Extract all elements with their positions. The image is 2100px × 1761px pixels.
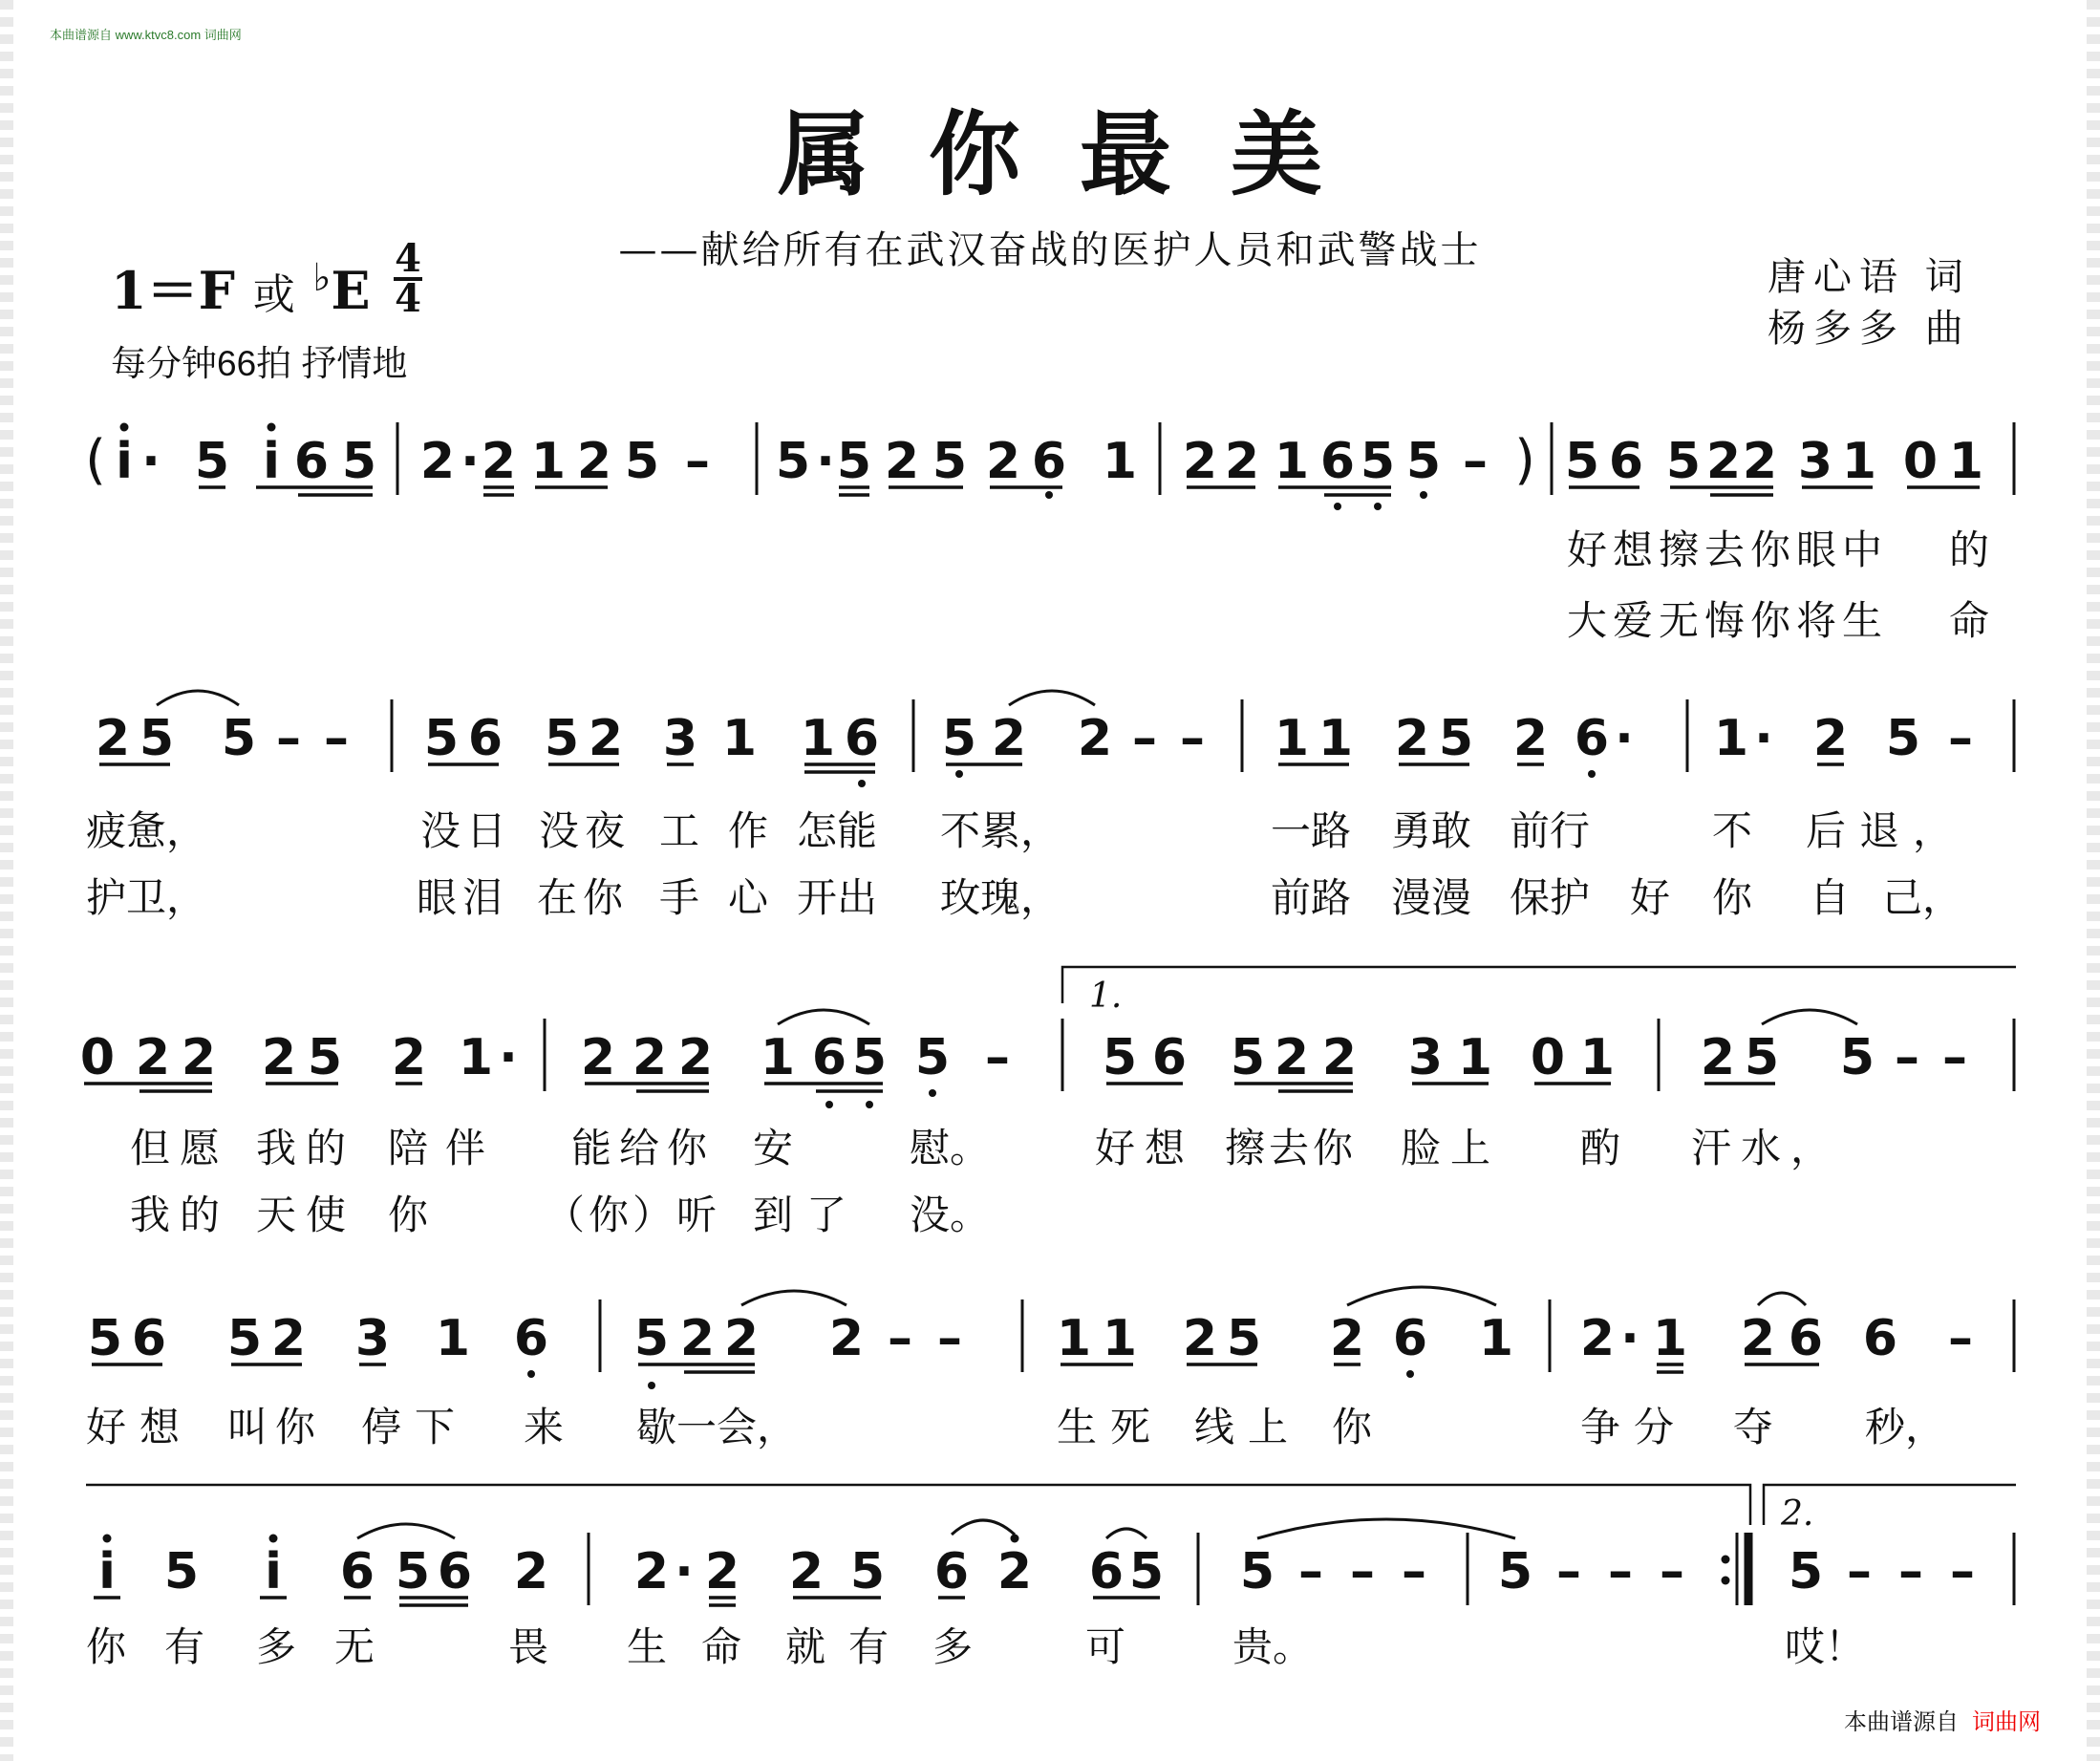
lyric-r2-v1-10: 后退， (1806, 807, 1967, 854)
jianpu-note: 2 (1512, 710, 1549, 767)
lyric-r4-4: 歇一会， (636, 1404, 798, 1450)
lyric-r3-v2-2: 你 (388, 1192, 429, 1238)
lyric-r2-v2-3: 手心 (659, 874, 798, 921)
key-alt-word: 或 (252, 270, 295, 319)
jianpu-note: · (499, 1029, 518, 1086)
jianpu-note: – (276, 710, 301, 767)
lyric-r4-2: 停下 (361, 1404, 469, 1450)
jianpu-note: 2 (1182, 433, 1218, 490)
volta-2-number: 2. (1781, 1494, 1814, 1534)
jianpu-note: 5 (194, 433, 230, 490)
jianpu-note: 6 (1151, 1029, 1188, 1086)
jianpu-note: – (1463, 433, 1488, 490)
jianpu-note: 2 (135, 1029, 171, 1086)
lyric-r4-5: 生死 (1057, 1404, 1165, 1450)
jianpu-note: · (141, 433, 161, 490)
system-3-slurs (778, 1010, 1857, 1024)
jianpu-note: 5 (544, 710, 580, 767)
jianpu-note: 5 (307, 1029, 343, 1086)
jianpu-note: 2 (513, 1543, 549, 1600)
jianpu-note: – (1298, 1543, 1323, 1600)
jianpu-note: 2 (419, 433, 456, 490)
jianpu-note: 0 (1902, 433, 1939, 490)
jianpu-note: – (1660, 1543, 1684, 1600)
jianpu-note: 6 (339, 1543, 375, 1600)
system-4-lyrics (86, 1404, 1945, 1450)
jianpu-note: – (1608, 1543, 1633, 1600)
lyric-r2-v2-12: 己， (1882, 874, 1963, 921)
lyric-r3-v1-10: 汗水， (1691, 1125, 1841, 1171)
lyric-r2-v1-4: 怎能 (797, 807, 878, 854)
jianpu-note: 2 (633, 1543, 670, 1600)
jianpu-note: 2 (632, 1029, 668, 1086)
jianpu-note: 1 (1579, 1029, 1616, 1086)
lyric-r2-v2-11: 自 (1810, 874, 1851, 921)
lyric-r5-5: 多 (932, 1623, 974, 1670)
jianpu-note: i (263, 433, 280, 490)
lyric-r2-v2-1: 眼泪 (417, 874, 509, 921)
top-watermark: 本曲谱源自 www.ktvc8.com 词曲网 (50, 28, 242, 42)
jianpu-note: i (265, 1543, 282, 1600)
jianpu-note: – (1895, 1029, 1919, 1086)
jianpu-note: 2 (1329, 1310, 1365, 1367)
jianpu-note: i (98, 1543, 116, 1600)
jianpu-note: 2 (181, 1029, 217, 1086)
lyric-r2-v1-2: 没夜 (539, 807, 632, 854)
jianpu-note: 3 (662, 710, 698, 767)
jianpu-note: 3 (354, 1310, 391, 1367)
lyric-r3-v1-3: 能给你 (571, 1125, 716, 1171)
jianpu-note: 2 (588, 710, 624, 767)
jianpu-note: 5 (1438, 710, 1474, 767)
jianpu-note: – (1402, 1543, 1426, 1600)
jianpu-note: 5 (624, 433, 660, 490)
lyric-r2-v1-7: 勇敢 (1391, 807, 1472, 854)
system-5-octave-dots (103, 1535, 1019, 1543)
key-alt: E (331, 260, 371, 321)
lyric-r5-6: 可 (1085, 1623, 1126, 1670)
jianpu-note: 5 (1239, 1543, 1275, 1600)
system-1 (85, 422, 2014, 644)
jianpu-note: 5 (633, 1310, 670, 1367)
tempo-marking: 每分钟66拍 抒情地 (111, 344, 408, 383)
system-3 (80, 967, 2016, 1238)
jianpu-note: 5 (849, 1543, 886, 1600)
key-main: 1＝F (111, 260, 235, 321)
jianpu-note: – (1350, 1543, 1375, 1600)
jianpu-note: 5 (941, 710, 977, 767)
jianpu-note: · (461, 433, 480, 490)
lyric-r4-8: 争分 (1580, 1404, 1688, 1450)
jianpu-note: 0 (1530, 1029, 1566, 1086)
jianpu-note: 2 (991, 710, 1027, 767)
jianpu-note: 2 (1705, 433, 1742, 490)
lyric-r2-v2-6: 前路 (1271, 874, 1352, 921)
lyric-r2-v1-8: 前行 (1510, 807, 1591, 854)
jianpu-note: – (685, 433, 710, 490)
lyric-r2-v1-9: 不 (1712, 807, 1753, 854)
volta-1-continuation (86, 1485, 1750, 1525)
jianpu-note: 5 (1128, 1543, 1165, 1600)
lyric-r2-v2-2: 在你 (537, 874, 630, 921)
jianpu-note: 5 (1885, 710, 1921, 767)
lyric-r2-v2-10: 你 (1712, 874, 1753, 921)
jianpu-note: 5 (1665, 433, 1702, 490)
lyric-r4-3: 来 (524, 1404, 565, 1450)
jianpu-note: – (1132, 710, 1157, 767)
jianpu-note: 1 (1948, 433, 1984, 490)
jianpu-note: 2 (1394, 710, 1430, 767)
volta-2-bracket (1764, 1485, 2016, 1534)
lyric-r5-8: 哎！ (1785, 1623, 1866, 1670)
jianpu-note: 2 (576, 433, 612, 490)
time-sig-top: 4 (395, 236, 421, 281)
jianpu-note: 5 (1360, 433, 1396, 490)
jianpu-note: 1 (1457, 1029, 1493, 1086)
jianpu-note: 1 (1318, 710, 1354, 767)
jianpu-note: 2 (261, 1029, 297, 1086)
lyric-r5-3: 生命 (627, 1623, 777, 1670)
jianpu-note: 5 (1744, 1029, 1780, 1086)
lyric-r3-v1-8: 脸上 (1401, 1125, 1501, 1171)
jianpu-note: 5 (1226, 1310, 1262, 1367)
jianpu-note: 2 (1579, 1310, 1616, 1367)
lyric-r3-v1-2: 陪伴 (388, 1125, 504, 1171)
lyric-r5-4: 就有 (785, 1623, 912, 1670)
jianpu-note: 5 (1839, 1029, 1875, 1086)
jianpu-note: 5 (163, 1543, 200, 1600)
jianpu-note: 3 (1797, 433, 1833, 490)
jianpu-note: 2 (481, 433, 517, 490)
jianpu-note: · (675, 1543, 694, 1600)
lyric-r4-1: 叫你 (227, 1404, 324, 1450)
lyric-r3-v1-6: 好想 (1095, 1125, 1195, 1171)
bottom-credit (1844, 1703, 2041, 1736)
lyric-r5-1: 多无 (256, 1623, 414, 1670)
system-1-notes (116, 433, 1983, 490)
jianpu-note: 2 (985, 433, 1021, 490)
system-2 (86, 691, 2014, 921)
system-5-lyrics (86, 1623, 1865, 1670)
bottom-credit-site[interactable]: 词曲网 (1972, 1709, 2041, 1735)
intro-open-paren: ( (85, 429, 106, 491)
lyric-r3-v2-0: 我的 (130, 1192, 230, 1238)
jianpu-note: 5 (1405, 433, 1442, 490)
lyric-r3-v2-4: 到了 (753, 1192, 861, 1238)
jianpu-note: · (1754, 710, 1773, 767)
jianpu-note: 5 (423, 710, 460, 767)
jianpu-note: 1 (1102, 1310, 1138, 1367)
jianpu-note: 5 (139, 710, 175, 767)
jianpu-note: 5 (932, 433, 968, 490)
jianpu-note: 1 (1274, 710, 1310, 767)
system-2-octave-dots (858, 770, 1596, 787)
flat-sign: ♭ (312, 255, 332, 300)
lyric-r2-v1-1: 没日 (420, 807, 513, 854)
jianpu-note: 2 (1224, 433, 1260, 490)
jianpu-note: 1 (721, 710, 758, 767)
system-5 (86, 1485, 2016, 1670)
lyric-r4-7: 你 (1332, 1404, 1373, 1450)
jianpu-note: 1 (800, 710, 836, 767)
jianpu-note: 1 (1102, 433, 1138, 490)
jianpu-note: 6 (1574, 710, 1610, 767)
jianpu-note: – (1948, 1310, 1973, 1367)
jianpu-note: 6 (1862, 1310, 1898, 1367)
lyric-r3-v2-1: 天使 (256, 1192, 356, 1238)
lyric-r1-v2: 大爱无悔你将生 (1567, 597, 1889, 644)
jianpu-note: 2 (1740, 1310, 1776, 1367)
lyric-r2-v1-0: 疲惫， (86, 807, 207, 854)
lyric-r2-v1-6: 一路 (1271, 807, 1352, 854)
jianpu-note: 5 (775, 433, 811, 490)
system-5-slurs (357, 1519, 1515, 1538)
jianpu-note: – (1898, 1543, 1923, 1600)
jianpu-note: 2 (1077, 710, 1113, 767)
system-2-lyrics-v1 (86, 807, 1966, 854)
lyric-r5-7: 贵。 (1232, 1623, 1314, 1670)
jianpu-note: · (1620, 1310, 1639, 1367)
jianpu-note: 6 (467, 710, 504, 767)
jianpu-note: 5 (341, 433, 377, 490)
lyric-r3-v1-1: 我的 (256, 1125, 356, 1171)
lyric-r3-v1-0: 但愿 (130, 1125, 230, 1171)
intro-close-paren: ) (1514, 429, 1535, 491)
lyric-r3-v1-5: 慰。 (910, 1125, 991, 1171)
lyric-r2-v2-0: 护卫， (86, 874, 207, 921)
jianpu-note: 1 (1652, 1310, 1688, 1367)
lyric-r5-2: 畏 (508, 1623, 549, 1670)
jianpu-note: – (937, 1310, 962, 1367)
jianpu-note: 6 (513, 1310, 549, 1367)
jianpu-note: 5 (836, 433, 872, 490)
jianpu-note: 1 (530, 433, 567, 490)
time-sig-bottom: 4 (395, 276, 421, 321)
system-3-lyrics-v2 (130, 1192, 990, 1238)
jianpu-note: – (324, 710, 349, 767)
jianpu-note: 6 (1319, 433, 1356, 490)
lyric-r1-v1: 好想擦去你眼中 (1567, 526, 1889, 573)
jianpu-note: 1 (1478, 1310, 1514, 1367)
jianpu-note: 6 (437, 1543, 473, 1600)
jianpu-note: 2 (704, 1543, 740, 1600)
jianpu-note: 1 (1056, 1310, 1092, 1367)
jianpu-note: 5 (1230, 1029, 1266, 1086)
jianpu-note: – (888, 1310, 912, 1367)
jianpu-note: 6 (844, 710, 880, 767)
jianpu-note: 1 (760, 1029, 796, 1086)
lyric-r2-v2-4: 开出 (797, 874, 878, 921)
jianpu-note: 5 (395, 1543, 431, 1600)
jianpu-note: 1 (458, 1029, 494, 1086)
volta-1-number: 1. (1089, 977, 1123, 1016)
jianpu-note: 6 (811, 1029, 847, 1086)
jianpu-note: – (1950, 1543, 1975, 1600)
jianpu-note: 5 (226, 1310, 263, 1367)
page-title: 属你最美 (778, 100, 1382, 208)
jianpu-note: 5 (221, 710, 257, 767)
jianpu-note: 5 (1564, 433, 1600, 490)
jianpu-note: 1 (1713, 710, 1749, 767)
jianpu-note: 2 (580, 1029, 616, 1086)
system-2-lyrics-v2 (86, 874, 1962, 921)
jianpu-note: – (1556, 1543, 1581, 1600)
jianpu-note: 2 (1812, 710, 1849, 767)
system-4-notes (88, 1310, 1973, 1367)
jianpu-note: 5 (851, 1029, 888, 1086)
jianpu-note: 6 (1788, 1310, 1824, 1367)
jianpu-note: – (1180, 710, 1205, 767)
jianpu-note: 2 (723, 1310, 760, 1367)
lyric-r3-v2-5: 没。 (910, 1192, 991, 1238)
jianpu-note: 6 (933, 1543, 970, 1600)
jianpu-note: 0 (79, 1029, 116, 1086)
jianpu-note: 2 (788, 1543, 825, 1600)
jianpu-note: 2 (1274, 1029, 1310, 1086)
jianpu-note: 5 (1497, 1543, 1533, 1600)
jianpu-note: 6 (1392, 1310, 1428, 1367)
jianpu-note: – (1948, 710, 1973, 767)
lyric-r2-v1-3: 工作 (659, 807, 798, 854)
system-4-octave-dots (527, 1370, 1414, 1389)
lyric-r2-v2-7: 漫漫 (1391, 874, 1472, 921)
system-3-notes (80, 1029, 1967, 1086)
lyric-r1-v1-end: 的 (1949, 526, 1990, 573)
lyric-r2-v1-5: 不累， (940, 807, 1061, 854)
lyric-r4-9: 夺 (1733, 1404, 1774, 1450)
jianpu-note: – (1847, 1543, 1872, 1600)
jianpu-note: 2 (677, 1029, 714, 1086)
jianpu-note: 5 (914, 1029, 951, 1086)
system-4-slurs (741, 1287, 1806, 1305)
jianpu-note: 2 (1321, 1029, 1358, 1086)
jianpu-note: 2 (1182, 1310, 1218, 1367)
jianpu-note: 2 (95, 710, 131, 767)
jianpu-note: 2 (1700, 1029, 1736, 1086)
jianpu-note: 5 (1788, 1543, 1824, 1600)
jianpu-note: 5 (1102, 1029, 1138, 1086)
lyric-r1-v2-end: 命 (1949, 597, 1990, 644)
system-2-slurs (157, 691, 1095, 705)
lyric-r3-v2-3: （你）听 (545, 1192, 721, 1238)
lyric-r4-0: 好想 (86, 1404, 194, 1450)
bottom-credit-source: 本曲谱源自 (1844, 1709, 1959, 1735)
jianpu-note: 3 (1407, 1029, 1444, 1086)
system-1-lyrics (1567, 526, 1989, 644)
lyric-r3-v1-4: 安 (753, 1125, 794, 1171)
jianpu-note: – (1942, 1029, 1967, 1086)
jianpu-note: 6 (1031, 433, 1067, 490)
jianpu-note: 2 (884, 433, 920, 490)
volta-1-bracket (1062, 967, 2016, 1016)
lyric-r2-v2-8: 保护 (1510, 874, 1591, 921)
system-3-lyrics-v1 (130, 1125, 1840, 1171)
composer-credit: 杨多多 曲 (1768, 307, 1971, 351)
subtitle: ——献给所有在武汉奋战的医护人员和武警战士 (618, 228, 1482, 272)
jianpu-note: 2 (679, 1310, 716, 1367)
lyric-r3-v1-9: 酌 (1580, 1125, 1621, 1171)
lyric-r2-v2-9: 好 (1630, 874, 1671, 921)
lyric-r2-v2-5: 玫瑰， (940, 874, 1061, 921)
jianpu-note: 1 (1841, 433, 1877, 490)
lyric-r4-10: 秒， (1865, 1404, 1946, 1450)
jianpu-note: 2 (1742, 433, 1778, 490)
lyricist-credit: 唐心语 词 (1768, 255, 1971, 299)
lyric-r5-0: 你有 (86, 1623, 244, 1670)
jianpu-note: 6 (131, 1310, 167, 1367)
jianpu-note: 2 (391, 1029, 427, 1086)
jianpu-note: 6 (293, 433, 330, 490)
jianpu-note: 6 (1088, 1543, 1125, 1600)
jianpu-note: 2 (996, 1543, 1033, 1600)
lyric-r3-v1-7: 擦去你 (1225, 1125, 1358, 1171)
jianpu-note: 2 (828, 1310, 865, 1367)
system-4 (86, 1287, 2014, 1450)
jianpu-note: 2 (270, 1310, 307, 1367)
jianpu-note: 5 (87, 1310, 123, 1367)
jianpu-note: · (1615, 710, 1634, 767)
system-5-notes (98, 1543, 1975, 1600)
jianpu-note: 1 (1274, 433, 1310, 490)
jianpu-note: · (816, 433, 835, 490)
lyric-r4-6: 线上 (1194, 1404, 1302, 1450)
jianpu-note: 1 (435, 1310, 471, 1367)
jianpu-note: – (985, 1029, 1010, 1086)
jianpu-note: i (116, 433, 133, 490)
jianpu-note: 6 (1608, 433, 1644, 490)
system-2-notes (96, 710, 1973, 767)
